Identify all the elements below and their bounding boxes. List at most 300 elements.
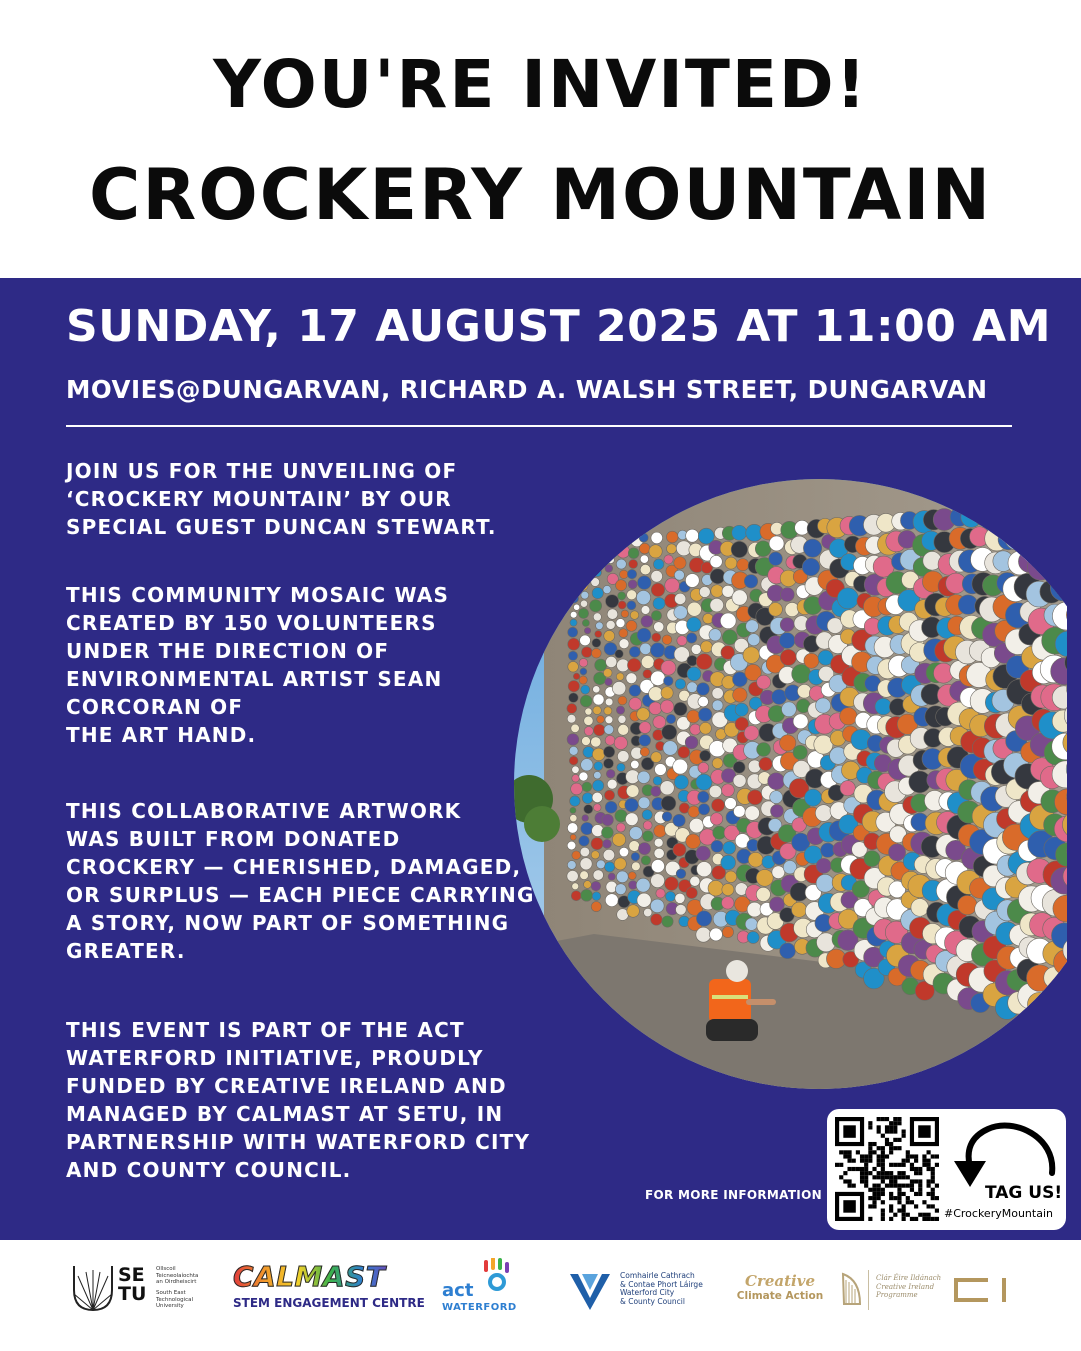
mosaic-plate <box>748 852 763 867</box>
mosaic-plate <box>581 759 593 771</box>
mosaic-plate <box>651 583 664 596</box>
mosaic-plate <box>666 531 678 543</box>
mosaic-plate <box>641 656 654 669</box>
mosaic-plate <box>581 685 590 694</box>
mosaic-plate <box>745 806 760 821</box>
mosaic-plate <box>592 587 603 598</box>
calmast-tagline: STEM ENGAGEMENT CENTRE <box>233 1296 425 1310</box>
mosaic-plate <box>815 698 830 713</box>
mosaic-plate <box>593 870 603 880</box>
mosaic-plate <box>709 629 721 641</box>
mosaic-plate <box>793 745 807 759</box>
mosaic-plate <box>654 838 663 847</box>
mosaic-plate <box>686 887 697 898</box>
mosaic-plate <box>596 860 605 869</box>
creative-ireland-logo <box>838 1270 1018 1320</box>
mosaic-plate <box>579 836 589 846</box>
mosaic-plate <box>627 569 636 578</box>
mosaic-plate <box>626 673 637 684</box>
mosaic-plate <box>698 696 709 707</box>
setu-irish-name: Ollscoil Teicneolaíochta an Oirdheiscirt <box>156 1266 199 1285</box>
mosaic-plate <box>616 619 625 628</box>
mosaic-plate <box>757 675 771 689</box>
mosaic-plate <box>699 586 710 597</box>
mosaic-plate <box>641 606 650 615</box>
mosaic-plate <box>603 585 611 593</box>
mosaic-plate <box>629 841 640 852</box>
mosaic-plate <box>625 813 638 826</box>
mosaic-plate <box>651 611 661 621</box>
mosaic-plate <box>756 869 773 886</box>
mosaic-plate <box>582 737 591 746</box>
mosaic-plate <box>579 676 587 684</box>
mosaic-plate <box>804 653 819 668</box>
mosaic-plate <box>661 796 676 811</box>
mosaic-plate <box>570 619 577 626</box>
mosaic-plate <box>745 918 757 930</box>
mosaic-plate <box>570 796 580 806</box>
mosaic-plate <box>581 591 589 599</box>
mosaic-plate <box>570 814 577 821</box>
mosaic-plate <box>605 716 613 724</box>
mosaic-plate <box>732 590 747 605</box>
mosaic-plate <box>606 595 619 608</box>
mosaic-plate <box>594 771 602 779</box>
mosaic-plate <box>689 818 704 833</box>
mosaic-plate <box>690 724 701 735</box>
mosaic-plate <box>958 895 977 914</box>
mosaic-plate <box>616 673 624 681</box>
mosaic-plate <box>572 774 580 782</box>
mosaic-plate <box>698 708 711 721</box>
mosaic-plate <box>571 891 581 901</box>
hand-icon <box>480 1258 512 1292</box>
mosaic-plate <box>592 638 601 647</box>
mosaic-plate <box>567 703 577 713</box>
mosaic-plate <box>605 678 613 686</box>
mosaic-plate <box>567 734 579 746</box>
mosaic-plate <box>780 735 796 751</box>
mosaic-plate <box>673 759 688 774</box>
creative-climate-line1: Creative <box>745 1272 815 1290</box>
mosaic-plate <box>721 855 736 870</box>
mosaic-plate <box>578 608 588 618</box>
mosaic-plate <box>606 769 615 778</box>
creative-climate-action-logo <box>735 1272 825 1312</box>
mosaic-plate <box>607 609 618 620</box>
mosaic-plate <box>580 847 590 857</box>
mosaic-plate <box>631 760 640 769</box>
mosaic-plate <box>779 633 795 649</box>
mosaic-plate <box>567 714 576 723</box>
mosaic-plate <box>662 916 673 927</box>
mosaic-plate <box>677 636 687 646</box>
mosaic-plate <box>591 838 603 850</box>
mosaic-plate <box>581 889 593 901</box>
mosaic-plate <box>687 667 701 681</box>
mosaic-plate <box>604 759 614 769</box>
mosaic-plate <box>744 726 759 741</box>
mosaic-plate <box>641 856 650 865</box>
mosaic-plate <box>628 872 636 880</box>
mosaic-plate <box>756 887 770 901</box>
mosaic-plate <box>772 689 787 704</box>
mosaic-plate <box>673 843 686 856</box>
mosaic-plate <box>569 693 579 703</box>
mosaic-plate <box>678 746 690 758</box>
mosaic-plate <box>734 805 746 817</box>
mosaic-plate <box>710 598 724 612</box>
mosaic-plate <box>654 848 664 858</box>
calmast-name: CALMAST <box>233 1262 395 1292</box>
mosaic-plate <box>627 590 637 600</box>
mosaic-plate <box>654 825 667 838</box>
mosaic-plate <box>582 782 592 792</box>
mosaic-plate <box>722 884 734 896</box>
mosaic-plate <box>644 908 652 916</box>
mosaic-plate <box>569 756 578 765</box>
mosaic-plate <box>663 741 678 756</box>
mosaic-plate <box>617 763 625 771</box>
mosaic-plate <box>627 905 640 918</box>
mosaic-plate <box>651 914 663 926</box>
mosaic-plate <box>840 781 855 796</box>
mosaic-plate <box>626 620 637 631</box>
mosaic-plate <box>667 544 677 554</box>
mosaic-plate <box>661 660 676 675</box>
mosaic-plate <box>640 747 649 756</box>
mosaic-plate <box>604 790 614 800</box>
mosaic-plate <box>674 702 687 715</box>
mosaic-plate <box>651 859 664 872</box>
mosaic-plate <box>864 851 880 867</box>
mosaic-plate <box>733 688 747 702</box>
mosaic-plate <box>698 762 709 773</box>
mosaic-plate <box>629 646 640 657</box>
mosaic-plate <box>747 931 759 943</box>
mosaic-plate <box>755 541 771 557</box>
mosaic-plate <box>687 617 702 632</box>
mosaic-plate <box>614 858 626 870</box>
mosaic-plate <box>676 904 687 915</box>
calmast-logo <box>233 1260 425 1322</box>
mosaic-plate <box>619 570 628 579</box>
intro-paragraph: JOIN US FOR THE UNVEILING OF ‘CROCKERY MOUNTAIN’ BY OUR SPECIAL GUEST DUNCAN STEWART. <box>66 459 497 539</box>
mosaic-plate <box>769 603 783 617</box>
mosaic-plate <box>662 812 672 822</box>
mosaic-plate <box>722 926 733 937</box>
mosaic-plate <box>655 764 667 776</box>
mosaic-plate <box>606 620 615 629</box>
mosaic-plate <box>816 874 834 892</box>
mosaic-plate <box>748 790 763 805</box>
act-waterford-logo <box>440 1258 520 1322</box>
mosaic-paragraph: THIS COMMUNITY MOSAIC WAS CREATED BY 150 VOLUNTEERS UNDER THE DIRECTION OF ENVIRONMENTAL ARTIST SEAN CORCORAN OF THE ART HAND. <box>66 583 450 747</box>
mosaic-plate <box>712 688 723 699</box>
mosaic-plate <box>593 724 605 736</box>
mosaic-plate <box>568 681 579 692</box>
mosaic-plate <box>572 766 579 773</box>
mosaic-plate <box>572 883 579 890</box>
mosaic-plate <box>629 685 641 697</box>
title-line-2: CROCKERY MOUNTAIN <box>88 154 993 236</box>
setu-mark: SE TU <box>118 1264 147 1305</box>
mosaic-plate <box>816 858 831 873</box>
mosaic-plate <box>629 697 642 710</box>
mosaic-plate <box>640 643 651 654</box>
mosaic-plate <box>619 639 629 649</box>
mosaic-plate <box>711 585 724 598</box>
mosaic-plate <box>606 656 617 667</box>
mosaic-plate <box>651 532 663 544</box>
mosaic-plate <box>665 891 675 901</box>
mosaic-plate <box>629 881 638 890</box>
mosaic-plate <box>686 834 701 849</box>
mosaic-plate <box>567 861 576 870</box>
mosaic-plate <box>580 871 589 880</box>
mosaic-plate <box>584 726 593 735</box>
sponsor-footer <box>0 1240 1081 1351</box>
mosaic-plate <box>593 780 604 791</box>
mosaic-plate <box>733 761 745 773</box>
mosaic-plate <box>612 833 625 846</box>
mosaic-plate <box>643 831 654 842</box>
mosaic-plate <box>640 564 650 574</box>
mosaic-plate <box>592 892 601 901</box>
mosaic-plate <box>597 716 605 724</box>
mosaic-plate <box>572 851 581 860</box>
mosaic-plate <box>797 684 811 698</box>
council-name: Comhairle Cathrach & Contae Phort Láirge Waterford City & County Council <box>620 1271 703 1306</box>
creative-climate-line2: Climate Action <box>736 1290 824 1302</box>
mosaic-plate <box>570 834 576 840</box>
mosaic-plate <box>603 669 612 678</box>
ci-divider <box>868 1270 869 1310</box>
mosaic-plate <box>712 758 723 769</box>
mosaic-plate <box>573 604 579 610</box>
mosaic-plate <box>605 862 615 872</box>
mosaic-plate <box>780 943 796 959</box>
mosaic-plate <box>780 588 794 602</box>
mosaic-plate <box>675 893 685 903</box>
mosaic-plate <box>710 569 725 584</box>
mosaic-plate <box>605 698 613 706</box>
event-venue: MOVIES@DUNGARVAN, RICHARD A. WALSH STREET, DUNGARVAN <box>66 375 988 404</box>
mosaic-plate <box>629 560 638 569</box>
mosaic-plate <box>687 682 698 693</box>
mosaic-plate <box>568 638 580 650</box>
mosaic-plate <box>687 655 698 666</box>
mosaic-plate <box>651 570 663 582</box>
mosaic-plate <box>639 734 651 746</box>
mosaic-plate <box>636 878 650 892</box>
mosaic-plate <box>591 851 599 859</box>
mosaic-plate <box>697 862 712 877</box>
setu-english-name: South East Technological University <box>156 1290 194 1309</box>
mosaic-plate <box>792 902 807 917</box>
mosaic-plate <box>656 889 665 898</box>
mosaic-plate <box>584 716 593 725</box>
mosaic-plate <box>582 793 593 804</box>
mosaic-plate <box>712 799 725 812</box>
mosaic-plate <box>686 633 696 643</box>
mosaic-plate <box>568 661 579 672</box>
mosaic-plate <box>711 840 723 852</box>
mosaic-plate <box>639 543 650 554</box>
qr-card <box>827 1109 1066 1230</box>
mosaic-plate <box>602 814 614 826</box>
qr-code[interactable] <box>835 1117 939 1221</box>
mosaic-plate <box>696 927 711 942</box>
mosaic-plate <box>654 622 664 632</box>
mosaic-plate <box>662 725 677 740</box>
mosaic-plate <box>710 555 722 567</box>
mosaic-plate <box>666 714 675 723</box>
mosaic-plate <box>685 736 698 749</box>
mosaic-plate <box>627 601 636 610</box>
mosaic-plate <box>570 807 576 813</box>
mosaic-plate <box>660 700 673 713</box>
mosaic-plate <box>571 724 579 732</box>
mosaic-plate <box>636 590 650 604</box>
mosaic-plate <box>665 877 679 891</box>
mosaic-plate <box>593 613 601 621</box>
mosaic-plate <box>603 839 612 848</box>
mosaic-plate <box>568 651 577 660</box>
mosaic-plate <box>605 735 615 745</box>
mosaic-plate <box>573 673 579 679</box>
mosaic-plate <box>608 873 615 880</box>
mosaic-plate <box>616 580 627 591</box>
mosaic-plate <box>675 593 686 604</box>
mosaic-plate <box>637 708 650 721</box>
mosaic-plate <box>651 786 661 796</box>
mosaic-plate <box>580 635 591 646</box>
mosaic-plate <box>675 679 685 689</box>
mosaic-plate <box>696 774 712 790</box>
mosaic-plate <box>911 899 929 917</box>
mosaic-plate <box>637 893 651 907</box>
act-name: act <box>442 1280 474 1301</box>
mosaic-plate <box>582 815 589 822</box>
tag-us-label: TAG US! <box>985 1183 1063 1203</box>
mosaic-plate <box>618 724 629 735</box>
mosaic-plate <box>674 606 688 620</box>
mosaic-plate <box>793 714 808 729</box>
mosaic-plate <box>664 676 674 686</box>
mosaic-plate <box>697 683 710 696</box>
mosaic-plate <box>593 804 601 812</box>
mosaic-plate <box>744 575 758 589</box>
mosaic-plate <box>582 619 589 626</box>
mosaic-plate <box>629 827 642 840</box>
mosaic-plate <box>780 649 796 665</box>
mosaic-plate <box>591 901 601 911</box>
mosaic-plate <box>614 736 627 749</box>
mosaic-plate <box>612 681 626 695</box>
mosaic-plate <box>732 525 747 540</box>
mosaic-plate <box>580 600 587 607</box>
mosaic-plate <box>686 529 699 542</box>
mosaic-plate <box>662 635 672 645</box>
mosaic-plate <box>688 806 699 817</box>
hashtag: #CrockeryMountain <box>944 1207 1053 1220</box>
setu-emblem-icon <box>70 1264 116 1314</box>
mosaic-plate <box>837 588 858 609</box>
mosaic-plate <box>696 846 710 860</box>
mosaic-plate <box>696 654 712 670</box>
mosaic-plate <box>653 559 663 569</box>
creative-ireland-name: Clár Éire Ildánach Creative Ireland Programme <box>876 1274 942 1299</box>
mosaic-plate <box>605 801 617 813</box>
more-info-label: FOR MORE INFORMATION <box>645 1188 822 1202</box>
mosaic-plate <box>580 695 592 707</box>
mosaic-plate <box>875 698 892 715</box>
mosaic-plate <box>746 620 759 633</box>
act-subtitle: WATERFORD <box>442 1302 517 1313</box>
mosaic-plate <box>649 702 662 715</box>
mosaic-plate <box>733 774 746 787</box>
mosaic-plate <box>567 823 577 833</box>
mosaic-plate <box>770 805 783 818</box>
mosaic-plate <box>626 785 639 798</box>
setu-logo <box>70 1264 200 1320</box>
mosaic-plate <box>641 615 653 627</box>
mosaic-plate <box>579 772 588 781</box>
mosaic-plate <box>840 708 857 725</box>
mosaic-plate <box>653 597 665 609</box>
mosaic-plate <box>632 862 641 871</box>
mosaic-plate <box>721 784 734 797</box>
mosaic-plate <box>720 613 736 629</box>
mosaic-plate <box>712 700 723 711</box>
mosaic-plate <box>780 618 794 632</box>
mosaic-plate <box>579 658 588 667</box>
mosaic-plate <box>803 539 821 557</box>
mosaic-plate <box>580 858 592 870</box>
mosaic-plate <box>650 643 665 658</box>
mosaic-plate <box>631 852 640 861</box>
mosaic-plate <box>630 611 639 620</box>
mosaic-plate <box>722 897 734 909</box>
mosaic-plate <box>639 722 651 734</box>
mosaic-plate <box>674 570 684 580</box>
mosaic-plate <box>571 783 583 795</box>
mosaic-plate <box>584 881 592 889</box>
mosaic-plate <box>674 775 688 789</box>
mosaic-plate <box>757 743 771 757</box>
mosaic-plate <box>676 869 686 879</box>
mosaic-plate <box>642 810 652 820</box>
mosaic-plate <box>651 752 662 763</box>
mosaic-plate <box>696 911 711 926</box>
mosaic-plate <box>769 552 783 566</box>
mosaic-plate <box>567 870 578 881</box>
mosaic-plate <box>889 844 906 861</box>
mosaic-plate <box>621 610 629 618</box>
mosaic-plate <box>628 580 637 589</box>
mosaic-plate <box>605 565 613 573</box>
mosaic-plate <box>709 785 722 798</box>
mosaic-plate <box>782 702 797 717</box>
mosaic-plate <box>625 798 638 811</box>
mosaic-plate <box>815 805 832 822</box>
mosaic-plate <box>604 630 615 641</box>
mosaic-plate <box>584 628 590 634</box>
mosaic-plate <box>660 781 674 795</box>
mosaic-plate <box>673 814 685 826</box>
mosaic-plate <box>698 791 709 802</box>
